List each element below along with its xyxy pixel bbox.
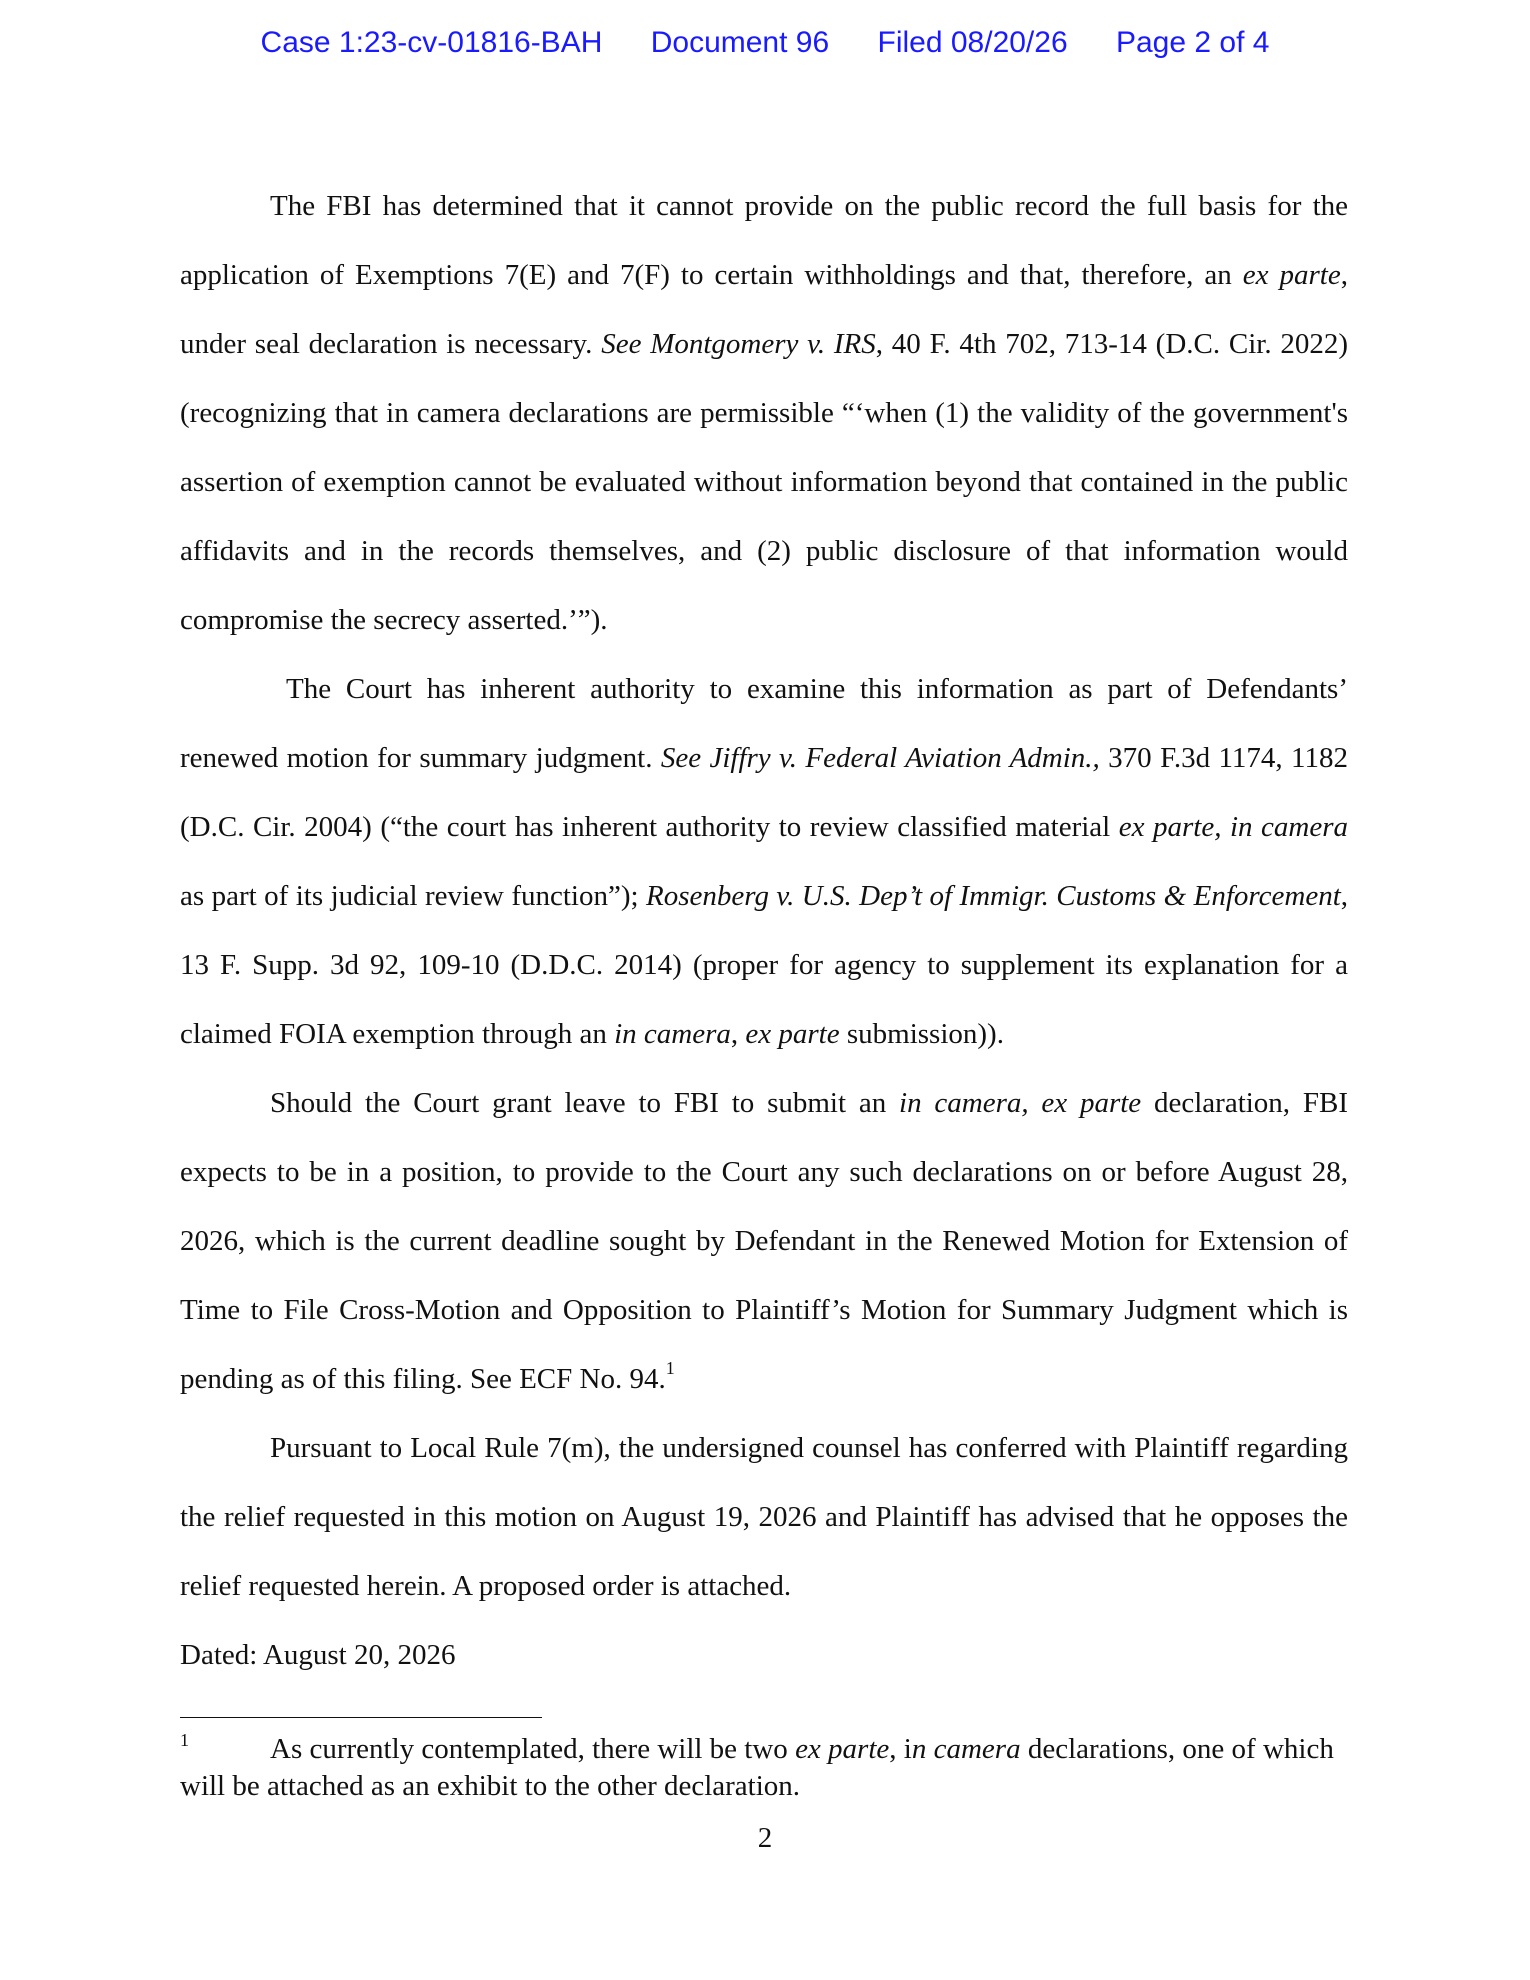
document-number: Document 96	[650, 26, 830, 59]
document-body	[180, 172, 1348, 1690]
document-header	[0, 26, 1530, 60]
case-number: Case 1:23-cv-01816-BAH	[260, 26, 603, 59]
paragraph-inherent-authority: The Court has inherent authority to examine this information as part of Defendants’ renewed motion for summary judgment. See Jiffry v. Federal Aviation Admin., 370 F.3d 1174, 1182 (D.C. Cir. 2004) (“the court has inherent authority to review classified material ex parte, in camera as part of its judicial review function”); Rosenberg v. U.S. Dep’t of Immigr. Customs & Enforcement, 13 F. Supp. 3d 92, 109-10 (D.D.C. 2014) (proper for agency to supplement its explanation for a claimed FOIA exemption through an in camera, ex parte submission)).	[180, 673, 1348, 1050]
filed-date: Filed 08/20/26	[877, 26, 1068, 59]
footnote-number: 1	[180, 1730, 189, 1750]
page-number: 2	[757, 1822, 773, 1854]
dated-line: Dated: August 20, 2026	[180, 1639, 456, 1671]
footnote-divider	[180, 1717, 542, 1718]
page-indicator: Page 2 of 4	[1115, 26, 1270, 59]
footnote: 1 As currently contemplated, there will be two ex parte, in camera declarations, one of which will be attached as an exhibit to the other declaration.	[180, 1732, 1348, 1803]
paragraph-local-rule: Pursuant to Local Rule 7(m), the undersigned counsel has conferred with Plaintiff regarding the relief requested in this motion on August 19, 2026 and Plaintiff has advised that he opposes the relief requested herein. A proposed order is attached.	[180, 1432, 1348, 1602]
paragraph-leave-to-submit: Should the Court grant leave to FBI to submit an in camera, ex parte declaration, FBI expects to be in a position, to provide to the Court any such declarations on or before August 28, 2026, which is the current deadline sought by Defendant in the Renewed Motion for Extension of Time to File Cross-Motion and Opposition to Plaintiff’s Motion for Summary Judgment which is pending as of this filing. See ECF No. 94.$^1$	[180, 1087, 1348, 1395]
footnote-reference: 1	[665, 1358, 675, 1378]
paragraph-fbi-determination: The FBI has determined that it cannot provide on the public record the full basis for the application of Exemptions 7(E) and 7(F) to certain withholdings and that, therefore, an ex parte, under seal declaration is necessary. See Montgomery v. IRS, 40 F. 4th 702, 713-14 (D.C. Cir. 2022) (recognizing that in camera declarations are permissible “‘when (1) the validity of the government's assertion of exemption cannot be evaluated without information beyond that contained in the public affidavits and in the records themselves, and (2) public disclosure of that information would compromise the secrecy asserted.’”).	[180, 190, 1348, 636]
